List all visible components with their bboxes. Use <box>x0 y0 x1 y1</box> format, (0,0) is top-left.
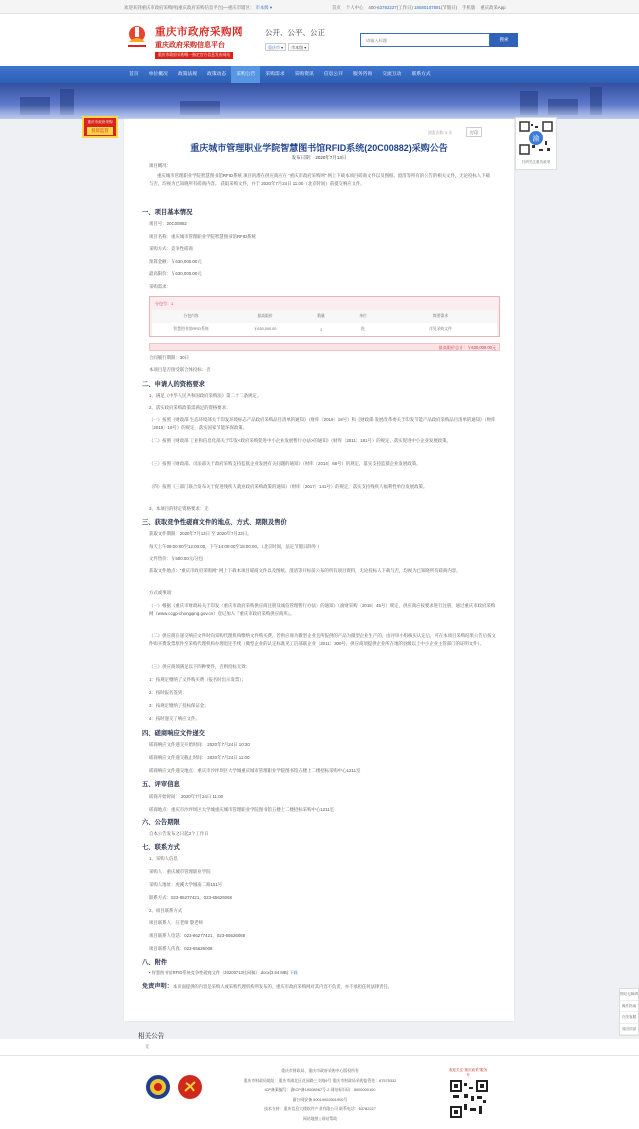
nav-item[interactable]: 采购资讯 <box>294 72 314 77</box>
qualification-2b: （二）按照《财政部 工业和信息化部关于印发<政府采购促进中小企业发展暂行办法>的通知》（财库〔2011〕181号）的规定，落实促进中小企业发展政策。 <box>149 438 451 443</box>
guide-tool[interactable]: 操作指南 <box>620 1001 638 1013</box>
section-heading-3: 三、获取竞争性磋商文件的地点、方式、期限及售价 <box>142 519 287 526</box>
view-count: 浏览次数: 5 次 <box>428 131 453 135</box>
search-button[interactable]: 搜索 <box>490 33 518 47</box>
footer-info: 重庆市财政局、重庆市政府采购中心版权所有 重庆市财政局地址：重庆市渝北区花园路三支路9号 重庆市财政局采购监管处：67575332 ICP备案编号：渝ICP备19008967号-2 网站标识码：5000000100 渝公网安备 50019002501900号 技术支持：重庆信息大楼软件产业有限公司 联系电话：63782227 网站地图 | 网站帮助 <box>243 1068 397 1121</box>
user-center-link[interactable]: 个人中心 <box>345 5 364 10</box>
review-place: 磋商地点：重庆市沙坪坝区大学城重庆城市管理职业学院图书馆五楼上二楼招标采购中心1211室 <box>149 807 335 812</box>
main-nav <box>0 66 639 83</box>
back-to-top[interactable]: 返回顶部 <box>620 1024 638 1036</box>
way-3d: 4：按时递交了响应文件。 <box>149 716 200 721</box>
qualification-2a: （一）按照《财政部 生态环境部关于印发环境标志产品政府采购品目清单的通知》（财库〔2019〕18号）和《财政部 发展改革委关于印发节能产品政府采购品目清单的通知》（财库〔2019〕19号）的规定，落实国家节能环保政策。 <box>149 417 496 430</box>
section-heading-1: 一、项目基本情况 <box>142 209 193 216</box>
review-time: 磋商开始时间： 2020年7月24日 11:00 <box>149 794 224 799</box>
get-hours: 每天上午09:00:00至12:00:00，下午14:00:00至18:00:00。（北京时间，法定节假日除外 ） <box>149 544 322 549</box>
nav-item[interactable]: 首页 <box>129 72 139 77</box>
app-link[interactable]: 重庆政采App <box>480 5 506 10</box>
contact-1: 1、采购人信息 <box>149 856 178 861</box>
nav-item[interactable]: 服务咨询 <box>353 72 373 77</box>
submit-start: 磋商响应文件递交开始时间： 2020年7月24日 10:30 <box>149 742 250 747</box>
section-heading-8: 八、附件 <box>142 959 168 966</box>
contact-2: 2、项目联系方式 <box>149 908 183 913</box>
top-links <box>332 5 522 11</box>
district-select[interactable]: 市本级 ▾ <box>288 43 309 51</box>
section-heading-4: 四、磋商响应文件递交 <box>142 730 205 737</box>
city-select[interactable]: 重庆市 ▾ <box>265 43 286 51</box>
nav-list <box>124 66 436 83</box>
publish-date: 发布日期： 2020年7月13日 <box>291 155 347 160</box>
qualification-2c: （三）按照《财政部、司法部关于政府采购支持监狱企业发展有关问题的通知》（财库〔2014〕68号）的规定，落实支持监狱企业发展政策。 <box>149 461 421 466</box>
disclaimer <box>142 983 502 991</box>
qr-code-icon <box>519 121 553 155</box>
way-3b: 2：按时报名签到； <box>149 690 187 695</box>
project-number: 项目号：20C00882 <box>149 221 187 226</box>
qualification-2d: （四）按照《三部门联合发布关于促进残疾人就业政府采购政策的通知》（财库〔2017〕141号）的规定，落实支持残疾人福利性单位发展政策。 <box>149 484 428 489</box>
consortium: 本项目是否接受联合体投标：否 <box>149 367 211 372</box>
disclaimer-text: 本页面提供的内容是采购人或采购代理机构所发布的，重庆市政府采购网对其内容不负责，亦不承担任何法律责任。 <box>172 984 393 989</box>
nav-item[interactable]: 单位概况 <box>148 72 168 77</box>
top-bar <box>0 0 639 14</box>
table-row: 智慧图书馆RFID系统 ￥630,000.00 1 批 详见采购文件 <box>173 327 452 332</box>
way-3c: 3：按规定缴纳了投标保证金； <box>149 703 209 708</box>
purchase-method: 采购方式：竞争性磋商 <box>149 246 193 251</box>
nav-item[interactable]: 政策法规 <box>177 72 198 77</box>
contact-2-phone: 项目联系人电话：023-86277421，023-65626068 <box>149 933 246 938</box>
overview-text: 重庆城市管理职业学院智慧图书馆RFID系统 项目的潜在供应商应在 “重庆市政府采购网” 网上下载本项目磋商文件以及图纸、澄清等所有的公告的相关文件，无论投标人下载与否，均视为已知晓所有磋商内容。 获取采购文件，并于 2020年7月24日 11:00（北京时间）前提交响应文件。 <box>149 173 490 186</box>
way-label: 方式或事项： <box>149 590 176 595</box>
get-place: 获取文件地点：“重庆市政府采购网” 网上下载本项目磋商文件以及图纸、澄清等开标前公布的所有项目资料，无论投标人下载与否，均视为已知晓所有磋商内容。 <box>149 568 461 573</box>
brand-subtitle: 重庆政府采购信息平台 <box>155 42 225 49</box>
footer-qr-caption: 欢迎关注“重庆政采”服务号 <box>448 1068 488 1077</box>
contact-1-name: 采购人：重庆城市管理职业学院 <box>149 869 211 874</box>
contact-2-fax: 项目联系人传真：023-65626008 <box>149 946 213 951</box>
contact-1-address: 采购人地址：虎溪大学城南二路151号 <box>149 882 223 887</box>
section-heading-7: 七、联系方式 <box>142 844 180 851</box>
package-number: 分包号：1 <box>155 301 174 306</box>
get-time: 获取文件期限：2020年7月13日 至 2020年7月23日。 <box>149 531 252 536</box>
site-header <box>0 14 639 66</box>
notice-period: 自本公告发布之日起3个工作日 <box>149 831 209 836</box>
print-button[interactable]: 打印 <box>466 127 482 137</box>
download-link[interactable]: 下载 <box>289 970 298 975</box>
nav-item[interactable]: 采购公告 <box>231 66 260 83</box>
nav-item[interactable]: 联系方式 <box>411 72 431 77</box>
related-title: 相关公告 <box>138 1033 165 1040</box>
search-bar <box>360 33 518 47</box>
accessibility-tool[interactable]: 网站无障碍 <box>620 989 638 1001</box>
logo-icon <box>126 24 148 48</box>
region-selector <box>265 43 309 51</box>
slogan: 公开、公平、公正 <box>265 28 325 37</box>
budget-amount: 预算金额：￥630,000.00元 <box>149 259 202 264</box>
table-header-row: 分包内容 最高限价 数量 单位 简要需求 <box>152 310 497 323</box>
complaint-badge[interactable]: 重庆市政府采购 投诉监管 <box>82 116 118 138</box>
police-emblem-icon <box>145 1074 171 1100</box>
brand-title: 重庆市政府采购网 <box>155 26 243 38</box>
contact-2-person: 项目联系人：汪老师 黎老师 <box>149 920 203 925</box>
footer-qr-code-icon <box>450 1080 488 1118</box>
submit-end: 磋商响应文件递交截止时间： 2020年7月24日 11:00 <box>149 755 250 760</box>
nav-item[interactable]: 交流互动 <box>382 72 402 77</box>
budget-total: 最高限价总计：￥630,000.00元 <box>149 343 500 351</box>
attachment-name[interactable]: 智慧图书馆RFID系统竞争性磋商文件（20200713挂网稿）.docx(3.54 MB) <box>151 970 289 975</box>
party-emblem-icon <box>177 1074 203 1100</box>
submit-place: 磋商响应文件递交地点：重庆市沙坪坝区大学城重庆城市管理职业学院图书馆五楼上二楼招标采购中心1211室 <box>149 768 361 773</box>
way-2: （二）供应商在递交响应文件时向采购代理机构缴纳文件购买费，若供应商为微型企业且所报供的产品为微型企业生产的，由评审小组核实认定后，可在本项目采购结果公告后按文件购买费发票原件至采购代理机构办理退还手续（微型企业的认定标准见工信部联企业〔2011〕300号，供应商须提供企业所在地的县级以上中小企业主管部门的证明文件）。 <box>149 633 496 646</box>
floating-qr[interactable] <box>515 117 557 170</box>
section-heading-6: 六、公告期限 <box>142 819 180 826</box>
mobile-link[interactable]: 手机版 <box>462 5 476 10</box>
way-3: （三）供应商须满足以下四种要件，否则投标无效： <box>149 664 250 669</box>
project-name: 项目名称：重庆城市管理职业学院智慧图书馆RFID系统 <box>149 234 256 239</box>
overview-label: 项目概况： <box>149 163 171 168</box>
service-tool[interactable]: 在线客服 <box>620 1012 638 1024</box>
contact-1-phone: 联系方式：023-86277421，023-65626068 <box>149 895 232 900</box>
way-3a: 1：按规定缴纳了文件购买费（报名时出示发票）； <box>149 677 246 682</box>
site-footer <box>0 1055 639 1129</box>
contract-period: 合同履行期限：30日 <box>149 355 190 360</box>
announcement-document <box>124 119 514 1021</box>
attachment-item <box>149 970 298 976</box>
welcome-text: 欢迎来到重庆市政府采购网(重庆政府采购信息平台)—重庆市辖区： 市本级 ▾ <box>124 5 273 10</box>
section-heading-2: 二、申请人的资格要求 <box>142 381 205 388</box>
related-value: 无 <box>145 1044 150 1049</box>
svg-text:渝: 渝 <box>532 134 540 143</box>
brand-tagline: 重庆市政府采购唯一指定官方信息发布网站 <box>155 52 233 59</box>
qr-caption: 扫码关注重庆政采 <box>521 160 551 164</box>
requirements-table <box>149 296 500 337</box>
section-heading-5: 五、评审信息 <box>142 781 180 788</box>
qualification-1: 1、满足《中华人民共和国政府采购法》第二十二条规定。 <box>149 393 262 398</box>
region-switch[interactable]: 市本级 ▾ <box>255 5 273 10</box>
way-1: （一）根据《重庆市财政局关于印发〈重庆市政府采购供应商注册及诚信管理暂行办法〉的通知》（渝财采购〔2015〕45号）规定，供应商应按要求进行注册，通过重庆市政府采购网（www.ccgp-chongqing.gov.cn）登记加入『重庆市政府采购供应商库』。 <box>149 603 496 616</box>
qualification-2: 2、落实政府采购政策需满足的资格要求： <box>149 405 231 410</box>
nav-item[interactable]: 信息公开 <box>323 72 344 77</box>
max-price: 最高限价：￥630,000.00元 <box>149 271 202 276</box>
side-toolbar <box>619 988 639 1036</box>
hotline: 400-63782227(工作日) 18580107891(节假日) <box>368 5 458 10</box>
page-title: 重庆城市管理职业学院智慧图书馆RFID系统(20C00882)采购公告 <box>190 143 448 153</box>
doc-price: 文件售价：￥500.00元/分包 <box>149 556 204 561</box>
demand-label: 采购需求： <box>149 284 171 289</box>
qualification-3: 3、本项目的特定资格要求：无 <box>149 506 209 511</box>
search-input[interactable]: 请输入标题 <box>360 33 490 47</box>
file-icon: ▪ <box>149 970 151 975</box>
home-link[interactable]: 首页 <box>332 5 341 10</box>
nav-item[interactable]: 政策动态 <box>207 72 227 77</box>
banner <box>0 83 639 119</box>
nav-item[interactable]: 采购需求 <box>265 72 285 77</box>
site-brand[interactable] <box>155 24 243 59</box>
disclaimer-label: 免责声明： <box>142 983 173 990</box>
